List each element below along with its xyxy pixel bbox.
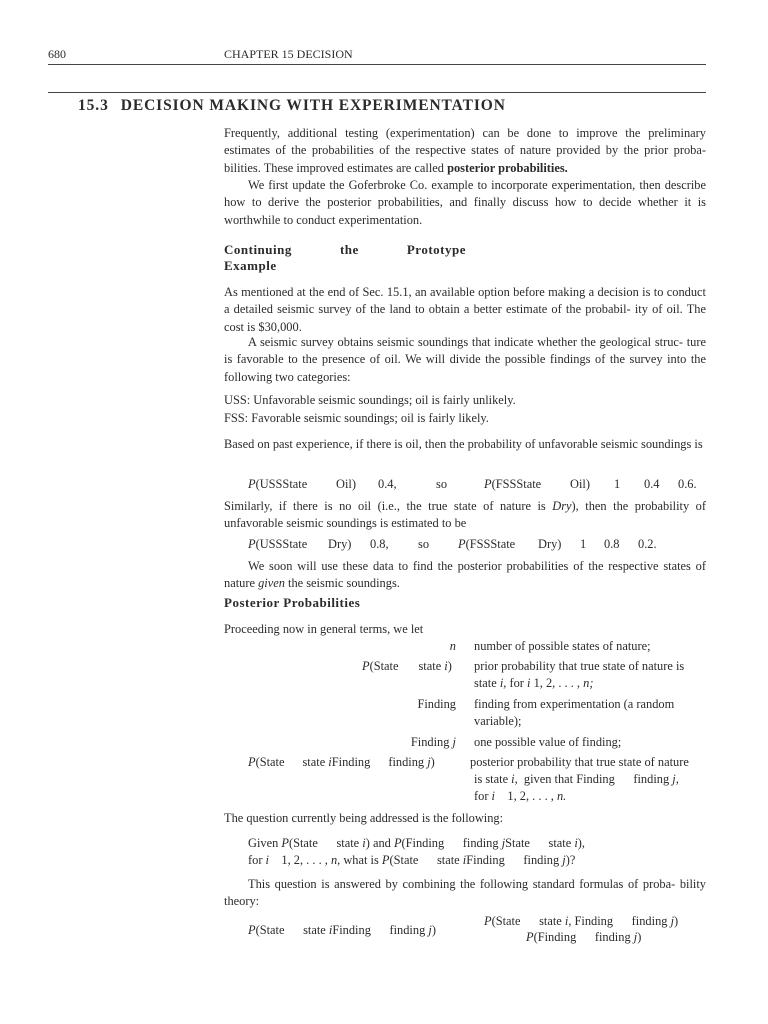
fss-definition: FSS: Favorable seismic soundings; oil is fairly likely. xyxy=(224,411,489,425)
formula-lhs: P(State state iFinding finding j) xyxy=(248,923,436,937)
answer-paragraph: This question is answered by combining the following standard formulas of proba- bility theory: xyxy=(224,877,706,909)
formula-denominator: P(Finding finding j) xyxy=(526,930,642,944)
definitions-list: n number of possible states of nature; P(State state i) prior probability that true state of nature is state i, for i 1, 2, . . . , n; Finding finding from experimentation (a random variable); Finding j one possible value of finding; P(State state iFinding finding j) posterior probability that true state of nature is state i, given that Finding finding j, for i 1, 2, . . . , n. xyxy=(248,639,689,803)
uss-definition: USS: Unfavorable seismic soundings; oil is fairly unlikely. xyxy=(224,393,516,407)
intro-paragraph-1: Frequently, additional testing (experimentation) can be done to improve the preliminary estimates of the probabilities of the respective states of nature provided by the prior proba- bilities. These improved estimates are called posterior probabilities. xyxy=(224,126,706,175)
equation-dry: P(USSState Dry) 0.8, so P(FSSState Dry) 1 0.8 0.2. xyxy=(248,537,657,551)
cont-paragraph-1: As mentioned at the end of Sec. 15.1, an available option before making a decision is to conduct a detailed seismic survey of the land to obtain a better estimate of the probabil- ity of oil. The cost is $30,000. xyxy=(224,285,706,334)
cont-paragraph-3: Based on past experience, if there is oil, then the probability of unfavorable seismic soundings is xyxy=(224,437,703,451)
intro-paragraph-2: We first update the Goferbroke Co. example to incorporate experimentation, then describe how to derive the posterior probabilities, and finally discuss how to decide whether it is worthwhile to conduct experimentation. xyxy=(224,178,706,227)
section-title: DECISION MAKING WITH EXPERIMENTATION xyxy=(120,97,506,114)
cont-paragraph-5: We soon will use these data to find the posterior probabilities of the respective states of nature given the seismic soundings. xyxy=(224,559,706,591)
cont-paragraph-4: Similarly, if there is no oil (i.e., the true state of nature is Dry), then the probability of unfavorable seismic soundings is estimated to be xyxy=(224,499,706,531)
posterior-intro: Proceeding now in general terms, we let xyxy=(224,622,424,636)
section-heading xyxy=(78,97,506,115)
subheading-posterior: Posterior Probabilities xyxy=(224,595,361,610)
question-intro: The question currently being addressed is the following: xyxy=(224,811,504,825)
running-header: CHAPTER 15 DECISION xyxy=(224,47,353,61)
question-line-2: for i 1, 2, . . . , n, what is P(State state iFinding finding j)? xyxy=(248,853,576,867)
header-rule xyxy=(48,64,706,65)
section-number: 15.3 xyxy=(78,97,109,114)
section-rule xyxy=(48,92,706,93)
cont-paragraph-2: A seismic survey obtains seismic soundings that indicate whether the geological struc- ture is favorable to the presence of oil. We will divide the possible findings of the survey into the following two categories: xyxy=(224,335,706,384)
equation-oil: P(USSState Oil) 0.4, so P(FSSState Oil) 1 0.4 0.6. xyxy=(248,477,697,491)
subheading-continuing: Continuing the Prototype Example xyxy=(224,242,466,273)
question-line-1: Given P(State state i) and P(Finding finding jState state i), xyxy=(248,836,585,850)
formula-numerator: P(State state i, Finding finding j) xyxy=(484,914,679,928)
page-number: 680 xyxy=(48,47,66,61)
